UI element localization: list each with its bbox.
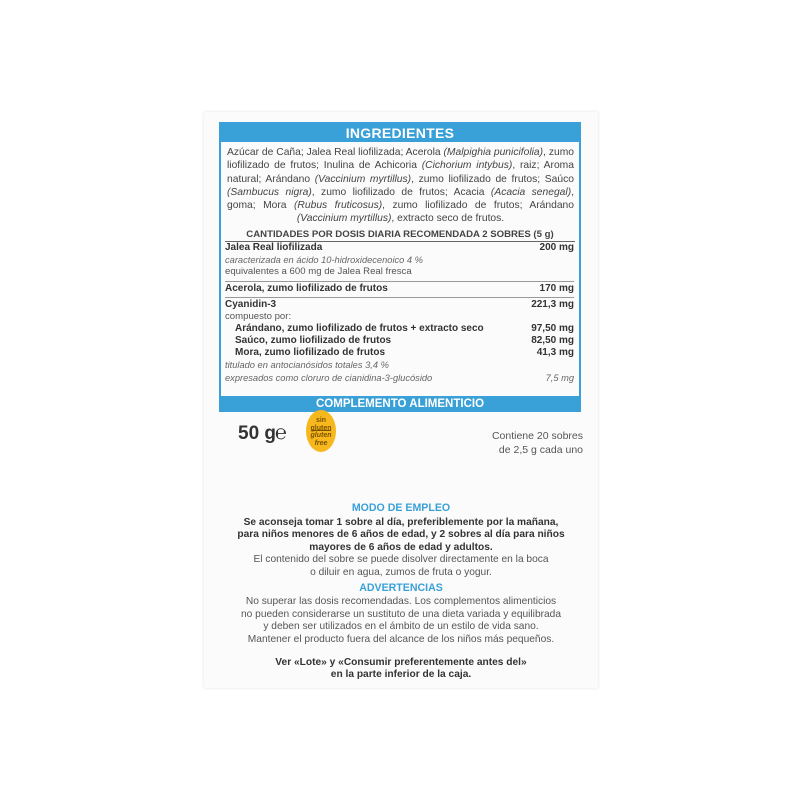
usage-section: [204, 502, 598, 682]
row-separator: [225, 297, 574, 298]
contents-info: [459, 429, 583, 457]
mora-row: [225, 347, 574, 359]
adv-line-3: y deben ser utilizados en el ámbito de un estilo de vida sano.: [263, 621, 539, 633]
modo-line-5: o diluir en agua, zumos de fruta o yogur.: [310, 566, 492, 578]
net-weight: 50 g: [238, 423, 277, 444]
dosage-rows: [221, 242, 579, 385]
modo-line-2: para niños menores de 6 años de edad, y 2 sobres al día para niños: [237, 529, 565, 541]
cyanidin-label: Cyanidin-3: [225, 298, 277, 310]
badge-bottom-text: gluten free: [310, 432, 332, 447]
arandano-value: 97,50 mg: [531, 323, 574, 335]
badge-divider: [311, 430, 331, 431]
acerola-row: [225, 283, 574, 295]
row-separator: [225, 281, 574, 282]
complemento-banner: COMPLEMENTO ALIMENTICIO: [219, 396, 581, 412]
modo-line-3: mayores de 6 años de edad y adultos.: [309, 541, 493, 553]
badge-top-text: sin gluten: [310, 417, 332, 432]
acerola-value: 170 mg: [539, 282, 574, 294]
advertencias-title: ADVERTENCIAS: [359, 581, 443, 594]
jalea-label: Jalea Real liofilizada: [225, 241, 323, 253]
sauco-value: 82,50 mg: [531, 335, 574, 347]
adv-line-2: no pueden considerarse un sustituto de una dieta variada y equilibrada: [241, 608, 561, 620]
ingredients-box: [219, 122, 581, 412]
adv-line-1: No superar las dosis recomendadas. Los complementos alimenticios: [245, 596, 557, 608]
contents-line-1: Contiene 20 sobres: [491, 430, 583, 442]
estimated-sign-icon: ℮: [275, 422, 288, 444]
gluten-free-badge: [306, 410, 336, 452]
cyanidin-row: [225, 299, 574, 311]
compuesto-label: compuesto por:: [225, 310, 292, 322]
mora-label: Mora, zumo liofilizado de frutos: [235, 347, 385, 359]
ingredients-title: INGREDIENTES: [221, 124, 579, 142]
ingredients-text: Azúcar de Caña; Jalea Real liofilizada; Acerola (Malpighia punicifolia), zumo liofilizado de frutos; Inulina de Achicoria (Cichorium intybus), raiz; Aroma natural; Arándano (Vaccinium myrtillus), zumo liofilizado de frutos; Saúco (Sambucus nigra), zumo liofilizado de frutos; Acacia (Acacia senegal), goma; Mora (Rubus fruticosus), zumo liofilizado de frutos; Arándano (Vaccinium myrtillus), extracto seco de frutos.: [227, 147, 574, 225]
sauco-row: [225, 335, 574, 347]
product-label-card: [204, 112, 598, 688]
lote-line-2: en la parte inferior de la caja.: [330, 669, 472, 681]
modo-line-4: El contenido del sobre se puede disolver directamente en la boca: [253, 554, 549, 566]
acerola-label: Acerola, zumo liofilizado de frutos: [225, 282, 388, 294]
jalea-row: [225, 242, 574, 254]
lote-line-1: Ver «Lote» y «Consumir preferentemente antes del»: [275, 656, 527, 668]
jalea-value: 200 mg: [539, 241, 574, 253]
dosage-title: CANTIDADES POR DOSIS DIARIA RECOMENDADA 2 SOBRES (5 g): [246, 228, 554, 240]
expresados-value: 7,5 mg: [545, 372, 574, 383]
expresados-row: [225, 372, 574, 385]
adv-line-4: Mantener el producto fuera del alcance de los niños más pequeños.: [247, 633, 555, 645]
jalea-note-2: equivalentes a 600 mg de Jalea Real fresca: [225, 266, 412, 278]
arandano-label: Arándano, zumo liofilizado de frutos + extracto seco: [235, 323, 484, 335]
modo-line-1: Se aconseja tomar 1 sobre al día, preferiblemente por la mañana,: [243, 516, 559, 528]
expresados-note: expresados como cloruro de cianidina-3-glucósido: [225, 372, 433, 383]
contents-line-2: de 2,5 g cada uno: [498, 444, 583, 456]
arandano-row: [225, 323, 574, 335]
sauco-label: Saúco, zumo liofilizado de frutos: [235, 335, 392, 347]
mora-value: 41,3 mg: [536, 347, 574, 359]
titulado-note: titulado en antocianósidos totales 3,4 %: [225, 360, 389, 371]
modo-title: MODO DE EMPLEO: [351, 502, 451, 514]
cyanidin-value: 221,3 mg: [531, 298, 574, 310]
jalea-note-1: caracterizada en ácido 10-hidroxidecenoico 4 %: [225, 254, 423, 265]
